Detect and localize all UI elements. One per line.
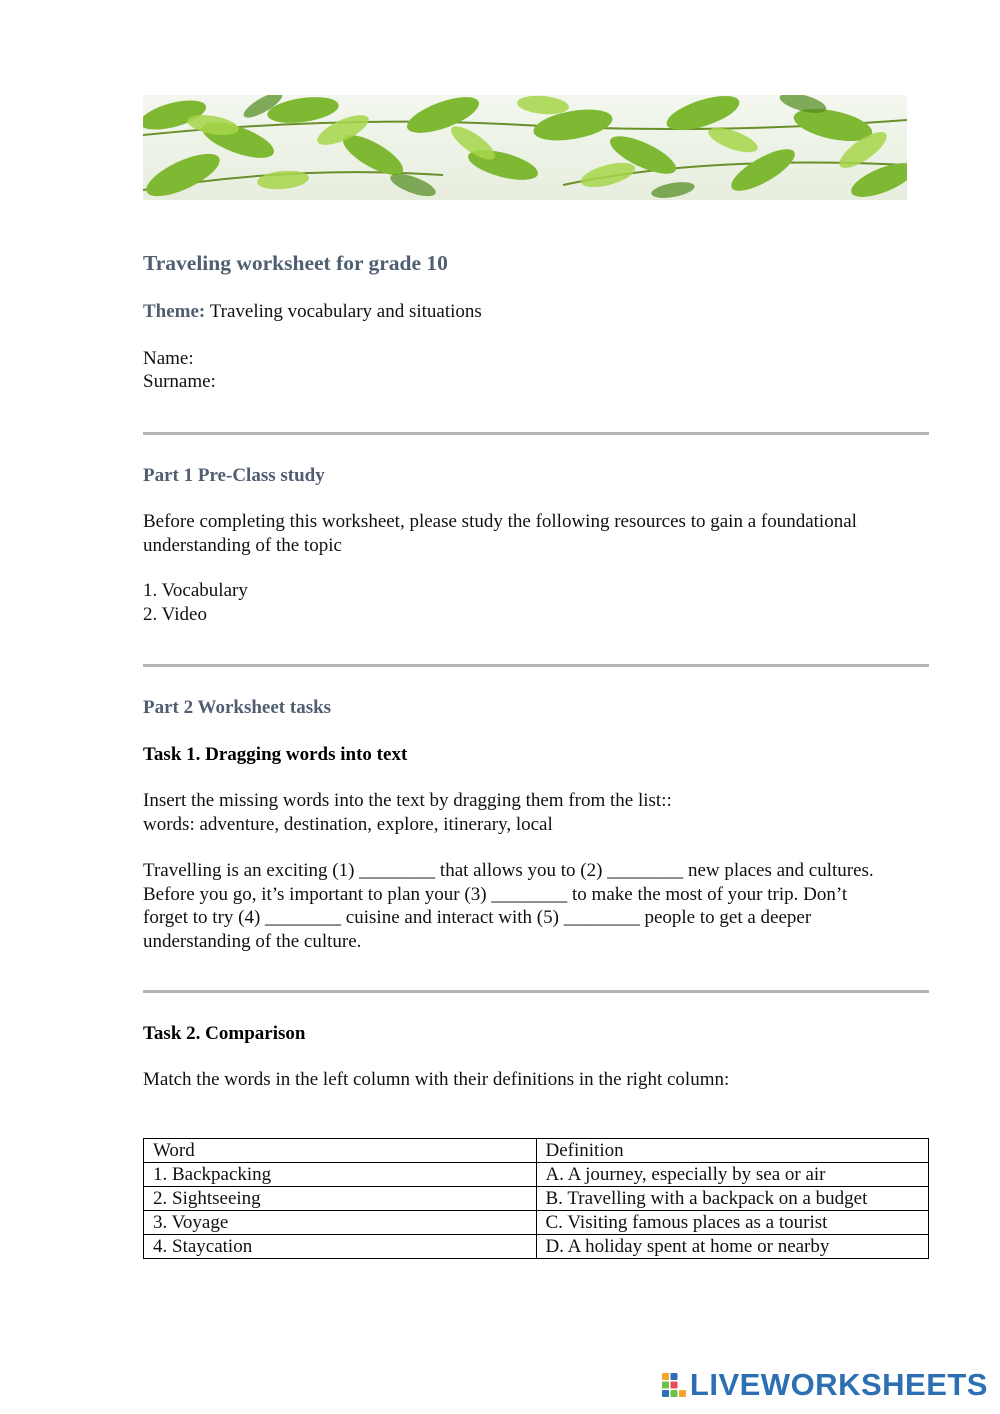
theme-label: Theme: — [143, 301, 206, 322]
table-cell-word: 1. Backpacking — [144, 1163, 537, 1187]
table-cell-word: 2. Sightseeing — [144, 1187, 537, 1211]
task1-text-line: Before you go, it’s important to plan your (3) ________ to make the most of your trip. Don’t — [143, 883, 848, 905]
table-row — [144, 1211, 929, 1235]
task1-text-line: understanding of the culture. — [143, 930, 362, 952]
task1-word-bank: words: adventure, destination, explore, itinerary, local — [143, 813, 553, 835]
resource-vocabulary: 1. Vocabulary — [143, 580, 248, 601]
table-header-row — [144, 1139, 929, 1163]
matching-table — [143, 1138, 929, 1259]
table-cell-definition: D. A holiday spent at home or nearby — [536, 1235, 929, 1259]
column-header-word: Word — [144, 1139, 537, 1163]
divider — [143, 990, 929, 993]
resource-video: 2. Video — [143, 603, 207, 625]
table-cell-definition: C. Visiting famous places as a tourist — [536, 1211, 929, 1235]
task2-title: Task 2. Comparison — [143, 1023, 306, 1044]
table-row — [144, 1187, 929, 1211]
part1-intro — [143, 510, 933, 557]
task1-instructions — [143, 789, 933, 836]
divider — [143, 664, 929, 667]
task1-text-line: Travelling is an exciting (1) ________ that allows you to (2) ________ new places and cultures. — [143, 860, 874, 881]
task1-instruction: Insert the missing words into the text by dragging them from the list:: — [143, 790, 672, 811]
part1-intro-line: Before completing this worksheet, please study the following resources to gain a foundational — [143, 511, 857, 532]
name-label: Name: — [143, 348, 194, 369]
part2-heading: Part 2 Worksheet tasks — [143, 697, 332, 718]
table-cell-word: 4. Staycation — [144, 1235, 537, 1259]
part1-heading: Part 1 Pre-Class study — [143, 465, 325, 486]
table-cell-definition: A. A journey, especially by sea or air — [536, 1163, 929, 1187]
resource-list — [143, 579, 933, 626]
table-cell-word: 3. Voyage — [144, 1211, 537, 1235]
task2-instruction: Match the words in the left column with their definitions in the right column: — [143, 1069, 730, 1090]
leaves-banner-image — [143, 95, 907, 200]
worksheet-title: Traveling worksheet for grade 10 — [143, 251, 448, 275]
table-row — [144, 1235, 929, 1259]
task1-text — [143, 859, 933, 953]
theme-value: Traveling vocabulary and situations — [209, 301, 482, 322]
task1-title: Task 1. Dragging words into text — [143, 744, 408, 765]
liveworksheets-logo-text: LIVEWORKSHEETS — [689, 1367, 988, 1403]
divider — [143, 432, 929, 435]
column-header-definition: Definition — [536, 1139, 929, 1163]
part1-intro-line: understanding of the topic — [143, 534, 342, 556]
table-cell-definition: B. Travelling with a backpack on a budget — [536, 1187, 929, 1211]
theme-line — [143, 300, 482, 324]
liveworksheets-logo-icon — [661, 1372, 687, 1398]
task1-text-line: forget to try (4) ________ cuisine and interact with (5) ________ people to get a deeper — [143, 907, 812, 928]
table-row — [144, 1163, 929, 1187]
liveworksheets-logo — [661, 1367, 988, 1403]
surname-label: Surname: — [143, 371, 216, 392]
